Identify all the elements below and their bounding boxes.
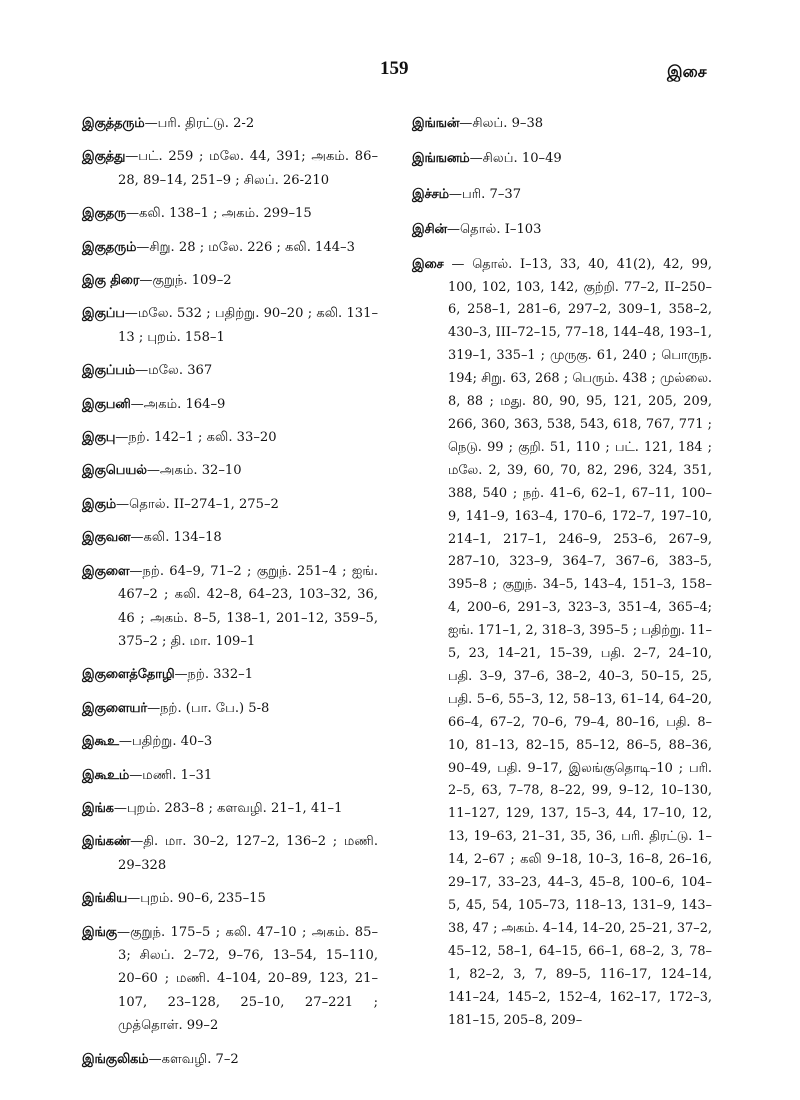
index-entry — [82, 560, 378, 654]
entry-references: —கலி. 134–18 — [130, 530, 222, 546]
index-entry — [82, 393, 378, 416]
entry-references: —குறுந். 175–5 ; கலி. 47–10 ; அகம். 85–3; சிலப். 2–72, 9–76, 13–54, 15–110, 20–60 ; மணி. 4–104, 20–89, 123, 21–107, 23–128, 25–10, 27–221 ; முத்தொள். 99–2 — [116, 924, 378, 1034]
index-entry — [82, 797, 378, 820]
entry-references: —புறம். 90–6, 235–15 — [127, 891, 266, 907]
entry-references: —களவழி. 7–2 — [148, 1051, 239, 1067]
index-entry — [82, 269, 378, 292]
index-entry — [82, 236, 378, 259]
entry-headword: இகும் — [82, 496, 117, 512]
left-column — [82, 112, 378, 1081]
entry-headword: இகுபனி — [82, 396, 131, 412]
entry-headword: இகுபெயல் — [82, 463, 147, 479]
entry-references: —நற். (பா. பே.) 5-8 — [147, 700, 270, 716]
entry-references: —தொல். II–274–1, 275–2 — [116, 496, 279, 512]
entry-references: —மலே. 532 ; பதிற்று. 90–20 ; கலி. 131–13 ; புறம். 158–1 — [118, 306, 378, 345]
entry-references: —குறுந். 109–2 — [139, 273, 232, 289]
running-head: இசை — [667, 62, 707, 81]
entry-headword: இகூஉ — [82, 734, 119, 750]
entry-references: —அகம். 32–10 — [146, 463, 242, 479]
index-entry — [82, 145, 378, 192]
entry-references: —நற். 142–1 ; கலி. 33–20 — [115, 430, 277, 446]
entry-headword: இகுத்து — [82, 149, 126, 165]
index-entry — [82, 830, 378, 877]
index-entry — [82, 921, 378, 1038]
index-entry — [412, 254, 712, 1033]
index-entry — [82, 426, 378, 449]
entry-references: —நற். 64–9, 71–2 ; குறுந். 251–4 ; ஐங். 467–2 ; கலி. 42–8, 64–23, 103–32, 36, 46 ; அகம். 8–5, 138–1, 201–12, 359–5, 375–2 ; தி. மா. 109–1 — [118, 563, 378, 649]
entry-headword: இசின் — [412, 222, 447, 238]
entry-headword: இகுவன — [82, 530, 131, 546]
index-entry — [82, 302, 378, 349]
entry-headword: இங்கு — [82, 924, 117, 940]
index-entry — [82, 459, 378, 482]
index-entry — [412, 218, 712, 241]
entry-headword: இசை — [412, 256, 444, 272]
index-entry — [82, 697, 378, 720]
right-column — [412, 112, 712, 1044]
entry-references: —சிறு. 28 ; மலே. 226 ; கலி. 144–3 — [136, 239, 355, 255]
entry-references: —மலே. 367 — [135, 363, 213, 379]
entry-references: —பரி. திரட்டு. 2-2 — [144, 116, 255, 131]
entry-headword: இங்க — [82, 800, 114, 816]
index-entry — [82, 112, 378, 135]
page-header — [0, 58, 800, 88]
entry-references: —புறம். 283–8 ; களவழி. 21–1, 41–1 — [113, 800, 343, 816]
index-entry — [82, 359, 378, 382]
index-entry — [82, 1048, 378, 1071]
entry-headword: இகுதரு — [82, 206, 126, 222]
entry-headword: இகுப்பம் — [82, 363, 136, 379]
index-entry — [412, 147, 712, 170]
entry-headword: இகுளைத்தோழி — [82, 667, 175, 683]
entry-references: —மணி. 1–31 — [129, 767, 213, 783]
index-entry — [82, 730, 378, 753]
entry-references: —தி. மா. 30–2, 127–2, 136–2 ; மணி. 29–328 — [118, 834, 378, 873]
entry-headword: இச்சம் — [412, 186, 449, 202]
entry-references: —சிலப். 9–38 — [459, 116, 544, 131]
entry-references: — தொல். I–13, 33, 40, 41(2), 42, 99, 100, 102, 103, 142, குற்றி. 77–2, II–250–6, 258–1, 281–6, 297–2, 309–1, 358–2, 430–3, III–72–15, 77–18, 144–48, 193–1, 319–1, 335–1 ; முருகு. 61, 240 ; பொருந. 194; சிறு. 63, 268 ; பெரும். 438 ; முல்லை. 8, 88 ; மது. 80, 90, 95, 121, 205, 209, 266, 360, 363, 538, 543, 618, 767, 771 ; நெடு. 99 ; குறி. 51, 110 ; பட். 121, 184 ; மலே. 2, 39, 60, 70, 82, 296, 324, 351, 388, 540 ; நற். 41–6, 62–1, 67–11, 100–9, 141–9, 163–4, 170–6, 172–7, 197–10, 214–1, 217–1, 246–9, 253–6, 267–9, 287–10, 323–9, 364–7, 367–6, 383–5, 395–8 ; குறுந். 34–5, 143–4, 151–3, 158–4, 200–6, 291–3, 323–3, 351–4, 365–4; ஐங். 171–1, 2, 318–3, 395–5 ; பதிற்று. 11–5, 23, 14–21, 15–39, பதி. 2–7, 24–10, பதி. 3–9, 37–6, 38–2, 40–3, 50–15, 25, பதி. 5–6, 55–3, 12, 58–13, 61–14, 64–20, 66–4, 67–2, 70–6, 79–4, 80–16, பதி. 8–10, 81–13, 82–15, 85–12, 86–5, 88–36, 90–49, பதி. 9–17, இலங்குதொடி–10 ; பரி. 2–5, 63, 7–78, 8–22, 99, 9–12, 10–130, 11–127, 129, 137, 15–3, 44, 17–10, 12, 13, 19–63, 21–31, 35, 36, பரி. திரட்டு. 1–14, 2–67 ; கலி 9–18, 10–3, 16–8, 26–16, 29–17, 33–23, 44–3, 45–8, 100–6, 104–5, 45, 54, 105–73, 118–13, 131–9, 143–38, 47 ; அகம். 4–14, 14–20, 25–21, 37–2, 45–12, 58–1, 64–15, 66–1, 68–2, 3, 78–1, 82–2, 3, 7, 89–5, 116–17, 124–14, 141–24, 145–2, 152–4, 162–17, 172–3, 181–15, 205–8, 209– — [443, 256, 712, 1028]
entry-headword: இகு திரை — [82, 273, 140, 289]
index-entry — [82, 493, 378, 516]
entry-headword: இகுதரும் — [82, 239, 137, 255]
entry-headword: இகுப்ப — [82, 306, 125, 322]
entry-headword: இகுளை — [82, 563, 130, 579]
entry-references: —கலி. 138–1 ; அகம். 299–15 — [125, 206, 312, 222]
entry-headword: இங்ஙன் — [412, 116, 460, 131]
entry-references: —தொல். I–103 — [446, 222, 542, 238]
entry-references: —பட். 259 ; மலே. 44, 391; அகம். 86–28, 89–14, 251–9 ; சிலப். 26-210 — [118, 149, 378, 188]
entry-references: —பரி. 7–37 — [448, 186, 522, 202]
index-entry — [82, 202, 378, 225]
entry-headword: இகூஉம் — [82, 767, 130, 783]
index-entry — [82, 764, 378, 787]
entry-headword: இகுளையர் — [82, 700, 148, 716]
entry-headword: இங்கிய — [82, 891, 128, 907]
entry-references: —அகம். 164–9 — [130, 396, 226, 412]
entry-references: —நற். 332–1 — [174, 667, 254, 683]
entry-references: —பதிற்று. 40–3 — [118, 734, 213, 750]
index-entry — [412, 183, 712, 206]
entry-headword: இகுபு — [82, 430, 116, 446]
index-entry — [82, 887, 378, 910]
entry-references: —சிலப். 10–49 — [469, 151, 562, 167]
entry-headword: இங்குலிகம் — [82, 1051, 149, 1067]
entry-headword: இகுத்தரும் — [82, 116, 145, 131]
index-entry — [82, 526, 378, 549]
entry-headword: இங்கண் — [82, 834, 131, 850]
index-entry — [82, 663, 378, 686]
index-entry — [412, 112, 712, 135]
page-number: 159 — [380, 58, 409, 79]
entry-headword: இங்ஙனம் — [412, 151, 470, 167]
